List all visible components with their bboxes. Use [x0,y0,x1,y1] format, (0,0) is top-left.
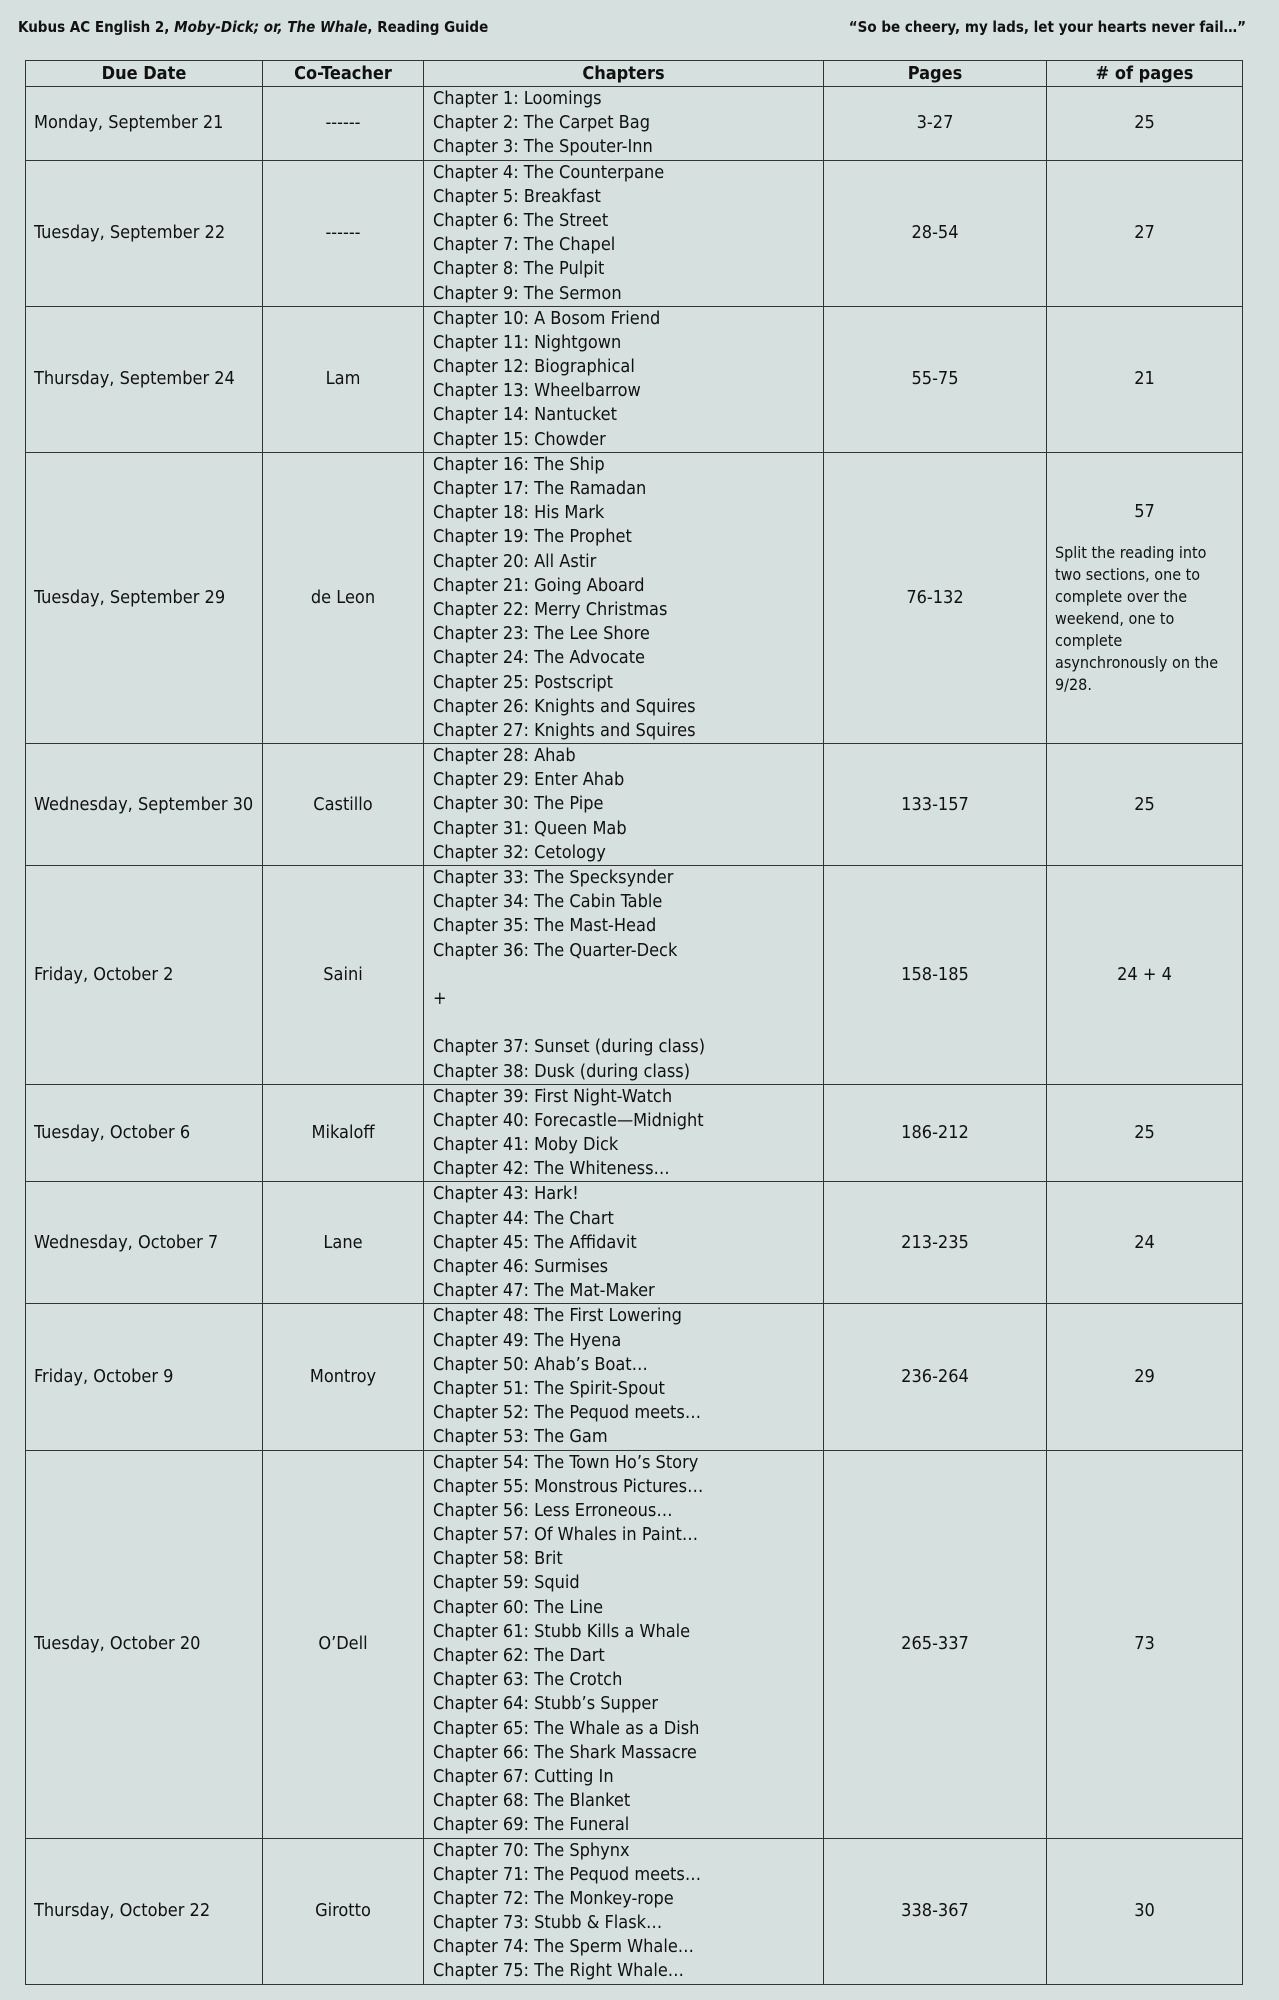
due-date-cell: Wednesday, September 30 [26,744,263,866]
page-count-value: 27 [1134,222,1155,244]
pages-cell: 28-54 [824,160,1047,306]
chapter-line: Chapter 11: Nightgown [433,331,622,353]
chapter-line: Chapter 59: Squid [433,1572,580,1594]
chapter-line: Chapter 34: The Cabin Table [433,891,663,913]
pages-cell: 186-212 [824,1084,1047,1182]
chapter-line: Chapter 54: The Town Ho’s Story [433,1451,699,1473]
chapters-cell [424,1838,824,1984]
chapter-line: Chapter 69: The Funeral [433,1814,630,1836]
table-row [26,1838,1243,1984]
reading-schedule-table [25,60,1243,1985]
page-count-value: 73 [1134,1633,1155,1654]
chapters-cell [424,1084,824,1182]
page-count-cell [1047,1084,1243,1182]
pages-cell: 236-264 [824,1304,1047,1450]
title-suffix: , Reading Guide [367,18,489,36]
due-date-cell: Tuesday, September 29 [26,452,263,743]
header-due-date: Due Date [26,61,263,87]
chapter-line: Chapter 45: The Affidavit [433,1231,637,1253]
chapters-cell [424,744,824,866]
chapters-cell [424,306,824,452]
co-teacher-cell: Castillo [263,744,424,866]
chapter-line: Chapter 4: The Counterpane [433,161,665,183]
page-count-cell [1047,160,1243,306]
header-quote: “So be cheery, my lads, let your hearts never fail…” [848,18,1246,36]
chapter-line: Chapter 3: The Spouter-Inn [433,136,653,158]
chapter-line: Chapter 36: The Quarter-Deck [433,939,678,961]
chapter-line: Chapter 27: Knights and Squires [433,719,696,741]
chapter-line: Chapter 22: Merry Christmas [433,598,668,620]
due-date-cell: Thursday, October 22 [26,1838,263,1984]
chapters-cell [424,1304,824,1450]
chapter-line: Chapter 13: Wheelbarrow [433,380,641,402]
chapter-line: Chapter 60: The Line [433,1596,604,1618]
table-body [26,87,1243,1985]
table-row [26,306,1243,452]
due-date-cell: Thursday, September 24 [26,306,263,452]
co-teacher-cell: Saini [263,866,424,1085]
page-count-cell [1047,1450,1243,1838]
chapter-line: Chapter 41: Moby Dick [433,1134,619,1156]
co-teacher-cell: Girotto [263,1838,424,1984]
chapter-line: Chapter 67: Cutting In [433,1765,614,1787]
pages-cell: 338-367 [824,1838,1047,1984]
due-date-cell: Tuesday, September 22 [26,160,263,306]
page-count-value: 24 + 4 [1117,963,1172,985]
co-teacher-cell: Mikaloff [263,1084,424,1182]
chapter-line: Chapter 66: The Shark Massacre [433,1741,697,1763]
header-chapters: Chapters [424,61,824,87]
document-header [18,18,1246,40]
chapter-line: Chapter 50: Ahab’s Boat… [433,1353,648,1375]
chapter-line: Chapter 65: The Whale as a Dish [433,1717,700,1739]
co-teacher-cell: ------ [263,87,424,161]
chapter-line: Chapter 23: The Lee Shore [433,623,650,645]
chapter-line: Chapter 25: Postscript [433,671,614,693]
chapter-line: Chapter 62: The Dart [433,1645,605,1666]
chapter-line: Chapter 44: The Chart [433,1207,614,1229]
chapter-line: Chapter 49: The Hyena [433,1329,622,1351]
chapter-line: Chapter 15: Chowder [433,428,606,450]
table-row [26,87,1243,161]
chapter-line: Chapter 12: Biographical [433,356,635,378]
page-count-cell [1047,1838,1243,1984]
due-date-cell: Monday, September 21 [26,87,263,161]
chapter-line: Chapter 26: Knights and Squires [433,695,696,717]
chapter-line: Chapter 53: The Gam [433,1426,608,1448]
chapter-line: Chapter 31: Queen Mab [433,817,627,839]
chapter-line: Chapter 29: Enter Ahab [433,769,625,791]
due-date-cell: Friday, October 9 [26,1304,263,1450]
chapter-line: Chapter 55: Monstrous Pictures… [433,1475,704,1497]
page-count-value: 24 [1134,1231,1155,1253]
chapter-line: Chapter 52: The Pequod meets… [433,1402,702,1424]
table-row [26,744,1243,866]
page-count-value: 25 [1134,1122,1155,1144]
pages-cell: 158-185 [824,866,1047,1085]
page-count-value: 21 [1134,368,1155,390]
page-count-cell [1047,306,1243,452]
chapter-line: Chapter 38: Dusk (during class) [433,1060,691,1082]
chapters-cell [424,866,824,1085]
page-count-cell [1047,1182,1243,1304]
reading-note: Split the reading into two sections, one to complete over the weekend, one to complete asynchronously on the 9/28. [1055,542,1219,694]
chapter-line: Chapter 8: The Pulpit [433,258,605,280]
co-teacher-cell: Montroy [263,1304,424,1450]
chapter-line: Chapter 58: Brit [433,1548,563,1570]
chapter-line: Chapter 73: Stubb & Flask… [433,1912,663,1934]
chapter-line: Chapter 42: The Whiteness… [433,1158,670,1180]
co-teacher-cell: Lane [263,1182,424,1304]
co-teacher-cell: ------ [263,160,424,306]
table-row [26,1084,1243,1182]
document-title [18,18,488,36]
chapter-line: Chapter 61: Stubb Kills a Whale [433,1620,691,1642]
pages-cell: 133-157 [824,744,1047,866]
chapter-line: Chapter 64: Stubb’s Supper [433,1693,659,1715]
due-date-cell: Tuesday, October 20 [26,1450,263,1838]
table-row [26,1450,1243,1838]
chapter-line: + [433,987,447,1009]
page-count-value: 30 [1134,1900,1155,1922]
chapter-line: Chapter 28: Ahab [433,745,576,767]
chapter-line: Chapter 2: The Carpet Bag [433,112,650,134]
table-header-row [26,61,1243,87]
chapter-line [433,1011,823,1035]
title-prefix: Kubus AC English 2, [18,18,175,36]
table-row [26,160,1243,306]
table-row [26,1304,1243,1450]
title-book-subtitle: The Whale [287,18,368,36]
chapter-line [433,963,823,987]
page-count-cell [1047,1304,1243,1450]
chapter-line: Chapter 46: Surmises [433,1256,609,1277]
chapter-line: Chapter 35: The Mast-Head [433,915,657,937]
header-pages: Pages [824,61,1047,87]
page-count-value: 29 [1134,1365,1155,1387]
chapter-line: Chapter 14: Nantucket [433,404,617,426]
chapter-line: Chapter 17: The Ramadan [433,478,647,499]
chapters-cell [424,87,824,161]
chapter-line: Chapter 40: Forecastle—Midnight [433,1109,704,1131]
page-count-value: 25 [1134,793,1155,815]
chapter-line: Chapter 70: The Sphynx [433,1839,630,1861]
chapter-line: Chapter 48: The First Lowering [433,1305,682,1327]
chapter-line: Chapter 21: Going Aboard [433,574,645,596]
chapters-cell [424,452,824,743]
chapter-line: Chapter 10: A Bosom Friend [433,307,661,329]
co-teacher-cell: O’Dell [263,1450,424,1838]
table-row [26,866,1243,1085]
chapter-line: Chapter 6: The Street [433,209,609,231]
chapters-cell [424,1182,824,1304]
chapter-line: Chapter 43: Hark! [433,1183,579,1205]
chapter-line: Chapter 63: The Crotch [433,1669,623,1691]
table-row [26,1182,1243,1304]
chapter-line: Chapter 51: The Spirit-Spout [433,1377,665,1399]
co-teacher-cell: Lam [263,306,424,452]
page-count-value: 57 [1134,500,1155,522]
pages-cell: 3-27 [824,87,1047,161]
page-count-cell [1047,87,1243,161]
chapter-line: Chapter 39: First Night-Watch [433,1085,673,1107]
chapter-line: Chapter 16: The Ship [433,453,605,475]
page-count-cell [1047,866,1243,1085]
chapter-line: Chapter 20: All Astir [433,550,597,572]
pages-cell: 265-337 [824,1450,1047,1838]
chapters-cell [424,160,824,306]
chapter-line: Chapter 1: Loomings [433,88,602,109]
co-teacher-cell: de Leon [263,452,424,743]
chapter-line: Chapter 32: Cetology [433,841,606,863]
chapter-line: Chapter 75: The Right Whale… [433,1960,685,1982]
chapter-line: Chapter 5: Breakfast [433,185,601,207]
header-co-teacher: Co-Teacher [263,61,424,87]
due-date-cell: Tuesday, October 6 [26,1084,263,1182]
chapter-line: Chapter 30: The Pipe [433,793,604,815]
pages-cell: 76-132 [824,452,1047,743]
title-book-name: Moby-Dick; or, [174,18,288,36]
header-page-count: # of pages [1047,61,1243,87]
chapter-line: Chapter 9: The Sermon [433,282,622,304]
table-row [26,452,1243,743]
chapter-line: Chapter 71: The Pequod meets… [433,1863,702,1885]
chapter-line: Chapter 68: The Blanket [433,1790,631,1812]
chapter-line: Chapter 72: The Monkey-rope [433,1887,674,1909]
page-count-cell [1047,744,1243,866]
pages-cell: 55-75 [824,306,1047,452]
chapter-line: Chapter 47: The Mat-Maker [433,1280,655,1302]
chapter-line: Chapter 37: Sunset (during class) [433,1036,706,1058]
page-count-cell [1047,452,1243,743]
chapter-line: Chapter 57: Of Whales in Paint… [433,1524,699,1546]
chapter-line: Chapter 24: The Advocate [433,647,646,669]
due-date-cell: Wednesday, October 7 [26,1182,263,1304]
page-count-value: 25 [1134,112,1155,134]
chapter-line: Chapter 7: The Chapel [433,234,616,256]
chapter-line: Chapter 74: The Sperm Whale… [433,1936,695,1958]
due-date-cell: Friday, October 2 [26,866,263,1085]
chapter-line: Chapter 56: Less Erroneous… [433,1499,673,1521]
chapter-line: Chapter 19: The Prophet [433,526,632,548]
chapters-cell [424,1450,824,1838]
chapter-line: Chapter 18: His Mark [433,502,605,524]
chapter-line: Chapter 33: The Specksynder [433,867,674,888]
pages-cell: 213-235 [824,1182,1047,1304]
